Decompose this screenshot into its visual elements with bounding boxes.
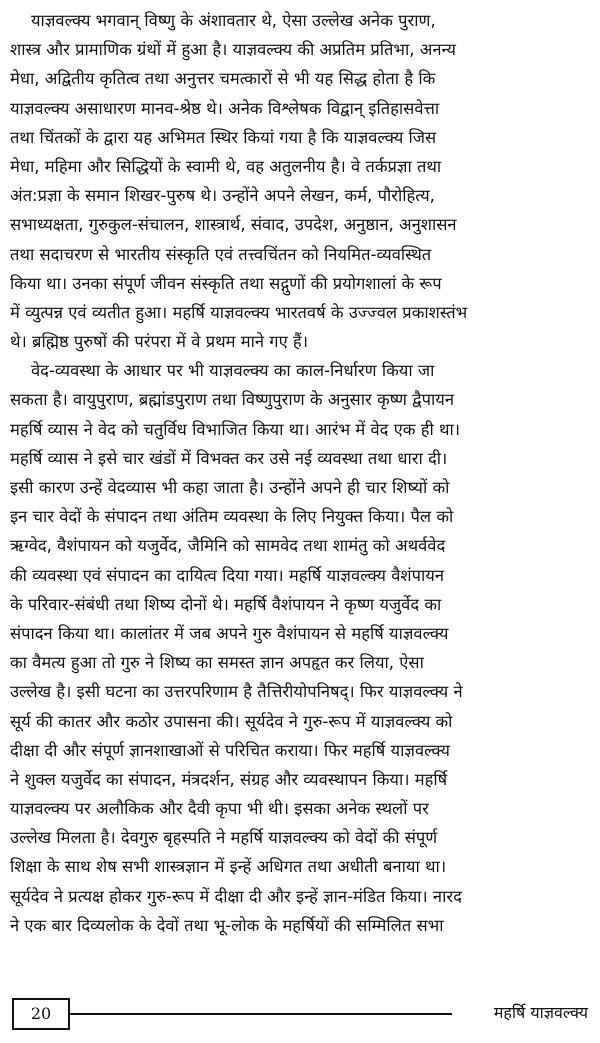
- page-footer: [0, 996, 600, 1036]
- text-line: याज्ञवल्क्य पर अलौकिक और दैवी कृपा भी थी। इसका अनेक स्थलों पर: [10, 799, 429, 819]
- text-line: उल्लेख है। इसी घटना का उत्तरपरिणाम है तैत्तिरीयोपनिषद्। फिर याज्ञवल्क्य ने: [10, 682, 463, 702]
- text-line: मेधा, महिमा और सिद्धियों के स्वामी थे, वह अतुलनीय है। वे तर्कप्रज्ञा तथा: [10, 156, 442, 176]
- text-line: ने एक बार दिव्यलोक के देवों तथा भू-लोक के महर्षियों की सम्मिलित सभा: [10, 915, 444, 935]
- text-line: याज्ञवल्क्य असाधारण मानव-श्रेष्ठ थे। अनेक विश्लेषक विद्वान् इतिहासवेत्ता: [10, 98, 440, 118]
- text-line: सूर्य की कातर और कठोर उपासना की। सूर्यदेव ने गुरु-रूप में याज्ञवल्क्य को: [10, 711, 453, 731]
- text-line: मेधा, अद्वितीय कृतित्व तथा अनुत्तर चमत्कारों से भी यह सिद्ध होता है कि: [10, 69, 436, 89]
- text-line: अंत:प्रज्ञा के समान शिखर-पुरुष थे। उन्होंने अपने लेखन, कर्म, पौरोहित्य,: [10, 186, 435, 206]
- text-line: शास्त्र और प्रामाणिक ग्रंथों में हुआ है। याज्ञवल्क्य की अप्रतिम प्रतिभा, अनन्य: [10, 40, 456, 60]
- text-line: ने शुक्ल यजुर्वेद का संपादन, मंत्रदर्शन, संग्रह और व्यवस्थापन किया। महर्षि: [10, 769, 448, 789]
- text-line: सकता है। वायुपुराण, ब्रह्मांडपुराण तथा विष्णुपुराण के अनुसार कृष्ण द्वैपायन: [10, 390, 454, 410]
- text-line: की व्यवस्था एवं संपादन का दायित्व दिया गया। महर्षि याज्ञवल्क्य वैशंपायन: [10, 565, 444, 585]
- text-line: महर्षि व्यास ने इसे चार खंडों में विभक्त कर उसे नई व्यवस्था तथा धारा दी।: [10, 448, 448, 468]
- text-line: वेद-व्यवस्था के आधार पर भी याज्ञवल्क्य का काल-निर्धारण किया जा: [10, 361, 435, 381]
- text-line: संपादन किया था। कालांतर में जब अपने गुरु वैशंपायन से महर्षि याज्ञवल्क्य: [10, 623, 449, 643]
- footer-rule: [70, 1013, 452, 1015]
- text-line: के परिवार-संबंधी तथा शिष्य दोनों थे। महर्षि वैशंपायन ने कृष्ण यजुर्वेद का: [10, 594, 442, 614]
- text-line: तथा सदाचरण से भारतीय संस्कृति एवं तत्त्वचिंतन को नियमित-व्यवस्थित: [10, 244, 432, 264]
- text-line: का वैमत्य हुआ तो गुरु ने शिष्य का समस्त ज्ञान अपहृत कर लिया, ऐसा: [10, 653, 424, 673]
- text-line: दीक्षा दी और संपूर्ण ज्ञानशाखाओं से परिचित कराया। फिर महर्षि याज्ञवल्क्य: [10, 740, 450, 760]
- running-title: महर्षि याज्ञवल्क्य: [493, 1003, 588, 1022]
- text-line: किया था। उनका संपूर्ण जीवन संस्कृति तथा सद्गुणों की प्रयोगशालां के रूप: [10, 273, 442, 293]
- page-number: 20: [12, 998, 70, 1030]
- text-line: ऋग्वेद, वैशंपायन को यजुर्वेद, जैमिनि को सामवेद तथा शामंतु को अथर्ववेद: [10, 536, 446, 556]
- text-line: सूर्यदेव ने प्रत्यक्ष होकर गुरु-रूप में दीक्षा दी और इन्हें ज्ञान-मंडित किया। नारद: [10, 886, 462, 906]
- text-line: इन चार वेदों के संपादन तथा अंतिम व्यवस्था के लिए नियुक्त किया। पैल को: [10, 507, 454, 527]
- text-line: इसी कारण उन्हें वेदव्यास भी कहा जाता है। उन्होंने अपने ही चार शिष्यों को: [10, 478, 450, 497]
- body-text: [10, 6, 590, 940]
- text-line: महर्षि व्यास ने वेद को चतुर्विध विभाजित किया था। आरंभ में वेद एक ही था।: [10, 419, 461, 439]
- text-line: में व्युत्पन्न एवं व्यतीत हुआ। महर्षि याज्ञवल्क्य भारतवर्ष के उज्ज्वल प्रकाशस्तंभ: [10, 302, 468, 322]
- text-line: थे। ब्रह्मिष्ठ पुरुषों की परंपरा में वे प्रथम माने गए हैं।: [10, 332, 308, 352]
- text-line: शिक्षा के साथ शेष सभी शास्त्रज्ञान में इन्हें अधिगत तथा अधीती बनाया था।: [10, 857, 447, 877]
- text-line: सभाध्यक्षता, गुरुकुल-संचालन, शास्त्रार्थ, संवाद, उपदेश, अनुष्ठान, अनुशासन: [10, 215, 457, 235]
- text-line: तथा चिंतकों के द्वारा यह अभिमत स्थिर कियां गया है कि याज्ञवल्क्य जिस: [10, 127, 437, 147]
- text-line: उल्लेख मिलता है। देवगुरु बृहस्पति ने महर्षि याज्ञवल्क्य को वेदों की संपूर्ण: [10, 828, 438, 848]
- text-line: याज्ञवल्क्य भगवान् विष्णु के अंशावतार थे, ऐसा उल्लेख अनेक पुराण,: [10, 11, 436, 30]
